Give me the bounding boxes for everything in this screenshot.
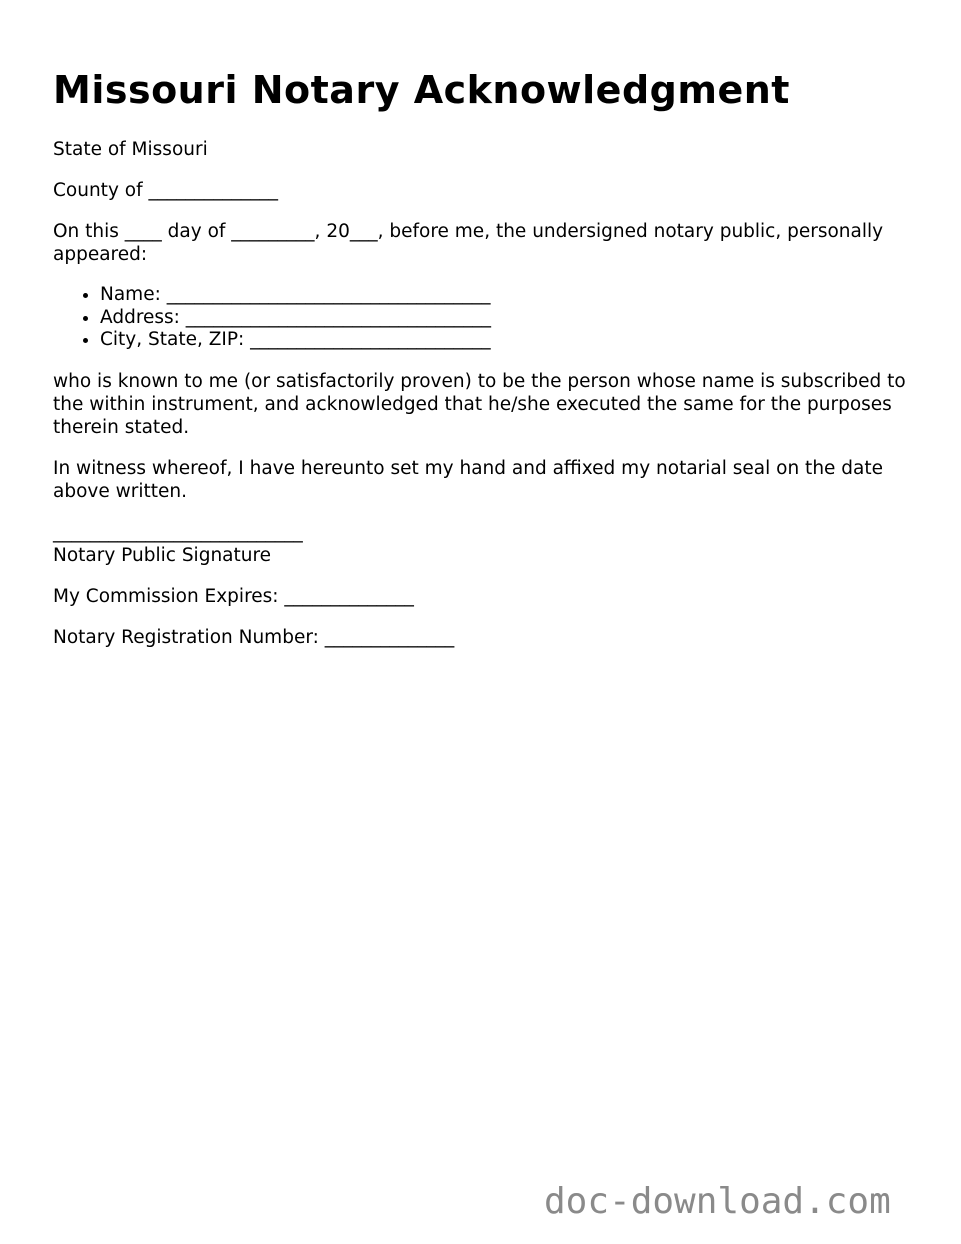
registration-number-line: Notary Registration Number: ______________ <box>53 626 455 648</box>
state-line: State of Missouri <box>53 139 208 160</box>
witness-paragraph: In witness whereof, I have hereunto set my hand and affixed my notarial seal on the date above written. <box>53 457 884 502</box>
county-line: County of ______________ <box>53 180 278 201</box>
appearer-fields-list <box>53 284 913 352</box>
known-paragraph: who is known to me (or satisfactorily proven) to be the person whose name is subscribed to the within instrument, and acknowledged that he/she executed the same for the purposes therein stated. <box>53 370 906 438</box>
field-city-state-zip: • City, State, ZIP: __________________________ <box>100 329 913 352</box>
signature-label: Notary Public Signature <box>53 544 272 566</box>
document-page <box>53 66 913 649</box>
document-title: Missouri Notary Acknowledgment <box>53 68 790 112</box>
field-address: • Address: _________________________________ <box>100 307 913 330</box>
signature-line: ___________________________ <box>53 521 303 543</box>
intro-paragraph: On this ____ day of _________, 20___, before me, the undersigned notary public, personally appeared: <box>53 221 884 265</box>
commission-expires-line: My Commission Expires: ______________ <box>53 585 414 607</box>
watermark: doc-download.com <box>544 1181 891 1222</box>
field-name: • Name: ___________________________________ <box>100 284 913 307</box>
